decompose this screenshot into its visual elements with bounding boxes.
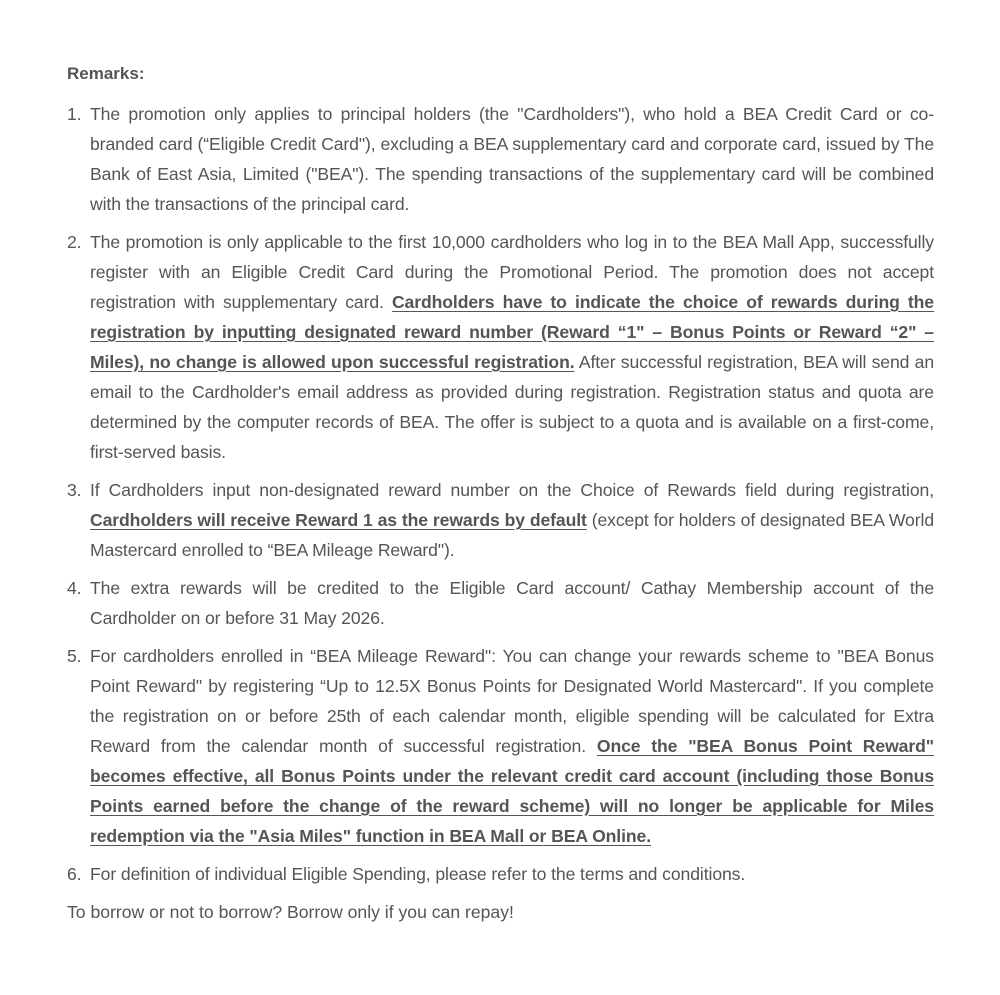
item-emphasis-text: Once the "BEA Bonus Point Reward" becomes effective, all Bonus Points under the relevant credit card account (including those Bonus Points earned before the change of the reward scheme) will no longer be applicable for Miles redemption via the "Asia Miles" function in BEA Mall or BEA Online. [90,736,934,846]
item-text: The extra rewards will be credited to the Eligible Card account/ Cathay Membership account of the Cardholder on or before 31 May 2026. [90,578,934,628]
item-emphasis-text: Cardholders have to indicate the choice of rewards during the registration by inputting designated reward number (Reward “1" – Bonus Points or Reward “2" – Miles), no change is allowed upon successful registration. [90,292,934,372]
item-text: The promotion is only applicable to the first 10,000 cardholders who log in to the BEA Mall App, successfully register with an Eligible Credit Card during the Promotional Period. The promotion does not accept registration with supplementary card. [90,232,934,312]
item-number: 5. [67,646,82,666]
item-number: 2. [67,232,82,252]
item-text: If Cardholders input non-designated reward number on the Choice of Rewards field during registration, [90,480,934,500]
remark-item-4 [67,573,934,633]
remarks-section [67,62,934,927]
item-number: 1. [67,104,82,124]
item-text: For cardholders enrolled in “BEA Mileage Reward": You can change your rewards scheme to "BEA Bonus Point Reward" by registering “Up to 12.5X Bonus Points for Designated World Mastercard". If you complete the registration on or before 25th of each calendar month, eligible spending will be calculated for Extra Reward from the calendar month of successful registration. [90,646,934,756]
remarks-list [67,99,934,889]
remark-item-2 [67,227,934,467]
item-text: The promotion only applies to principal holders (the "Cardholders"), who hold a BEA Credit Card or co-branded card (“Eligible Credit Card"), excluding a BEA supplementary card and corporate card, issued by The Bank of East Asia, Limited ("BEA"). The spending transactions of the supplementary card will be combined with the transactions of the principal card. [90,104,934,214]
item-number: 4. [67,578,82,598]
remarks-title: Remarks: [67,64,145,83]
remark-item-5 [67,641,934,851]
remark-item-1 [67,99,934,219]
item-text: For definition of individual Eligible Spending, please refer to the terms and conditions. [90,864,746,884]
borrowing-warning: To borrow or not to borrow? Borrow only if you can repay! [67,902,514,922]
remark-item-3 [67,475,934,565]
item-number: 3. [67,480,82,500]
item-text: After successful registration, BEA will send an email to the Cardholder's email address as provided during registration. Registration status and quota are determined by the computer records of BEA. The offer is subject to a quota and is available on a first-come, first-served basis. [90,352,935,462]
item-text: (except for holders of designated BEA World Mastercard enrolled to “BEA Mileage Reward"). [90,510,934,560]
item-number: 6. [67,864,82,884]
item-emphasis-text: Cardholders will receive Reward 1 as the rewards by default [90,510,587,530]
remark-item-6 [67,859,934,889]
